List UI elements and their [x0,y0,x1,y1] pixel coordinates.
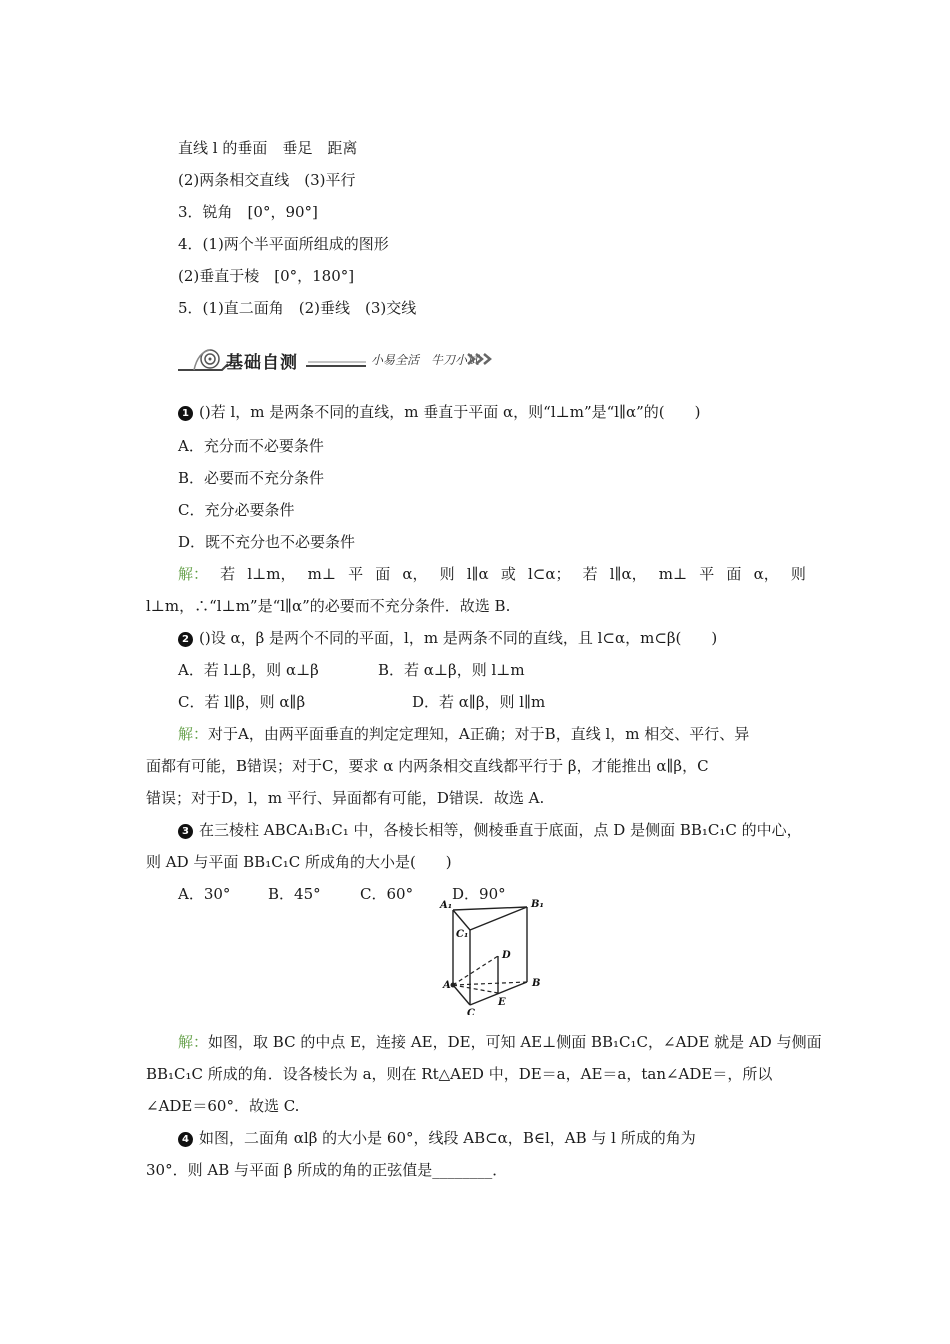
q3-option-b: B．45° [268,885,321,903]
edge-ad-hidden [453,956,498,985]
q2-solution-line-1: 解：对于A，由两平面垂直的判定定理知，A正确；对于B，直线 l，m 相交、平行、异 [178,725,750,743]
q1-option-b: B．必要而不充分条件 [178,469,325,487]
edge-ae-hidden [453,985,498,993]
question-1-stem: 1 ()若 l，m 是两条不同的直线，m 垂直于平面 α，则“l⊥m”是“l∥α”的( ) [178,402,701,422]
q2-solution-line-3: 错误；对于D，l，m 平行、异面都有可能，D错误．故选 A. [146,789,545,807]
q1-option-d: D．既不充分也不必要条件 [178,533,356,551]
label-c1: C₁ [456,929,469,940]
prism-figure [436,890,551,1015]
section-banner [176,344,506,374]
q2-option-c: C．若 l∥β，则 α∥β [178,693,306,711]
q1-option-a: A．充分而不必要条件 [178,437,324,455]
question-number-badge: 1 [178,406,193,421]
question-4-stem-1: 4 如图，二面角 αlβ 的大小是 60°，线段 AB⊂α，B∈l，AB 与 l 所成的角为 [178,1128,696,1148]
q2-solution-line-2: 面都有可能，B错误；对于C，要求 α 内两条相交直线都平行于 β，才能推出 α∥β，C [146,757,709,775]
point-a [451,983,456,988]
answer-line-4: 4．(1)两个半平面所组成的图形 [178,235,389,253]
label-d: D [502,950,511,961]
edge-ab-hidden [453,982,527,985]
answer-line-3: 3．锐角 [0°，90°] [178,203,318,221]
q1-option-c: C．充分必要条件 [178,501,295,519]
q3-solution-line-3: ∠ADE＝60°．故选 C. [146,1097,300,1115]
question-number-badge: 2 [178,632,193,647]
edge-c1b1 [470,907,527,930]
question-2-stem: 2 ()设 α，β 是两个不同的平面，l，m 是两条不同的直线，且 l⊂α，m⊂β( ) [178,628,717,648]
edge-a1c1 [453,910,470,930]
label-b1: B₁ [531,899,544,910]
q2-option-b: B．若 α⊥β，则 l⊥m [378,661,525,679]
section-title: 基础自测 [226,353,298,373]
answer-line-5: (2)垂直于棱 [0°，180°] [178,267,355,285]
question-number-badge: 3 [178,824,193,839]
q3-solution-line-2: BB₁C₁C 所成的角．设各棱长为 a，则在 Rt△AED 中，DE＝a，AE＝a，tan∠ADE＝，所以 [146,1065,773,1083]
answer-line-6: 5．(1)直二面角 (2)垂线 (3)交线 [178,299,417,317]
q2-option-a: A．若 l⊥β，则 α⊥β [178,661,319,679]
question-3-stem-1: 3 在三棱柱 ABCA₁B₁C₁ 中，各棱长相等，侧棱垂直于底面，点 D 是侧面 BB₁C₁C 的中心， [178,820,802,840]
question-3-stem-2: 则 AD 与平面 BB₁C₁C 所成角的大小是( ) [146,853,452,871]
double-chevron-icon [466,352,506,366]
q1-solution-line-1: 解： 若 l⊥m， m⊥ 平 面 α， 则 l∥α 或 l⊂α； 若 l∥α， m⊥ 平 面 α， 则 [178,565,806,583]
q3-option-d: D．90° [452,885,506,903]
q2-option-d: D．若 α∥β，则 l∥m [412,693,546,711]
answer-line-2: (2)两条相交直线 (3)平行 [178,171,356,189]
label-b: B [532,978,541,989]
label-a: A [443,980,451,991]
label-c: C [467,1008,475,1015]
q3-option-c: C．60° [360,885,414,903]
q3-solution-line-1: 解：如图，取 BC 的中点 E，连接 AE，DE，可知 AE⊥侧面 BB₁C₁C，∠ADE 就是 AD 与侧面 [178,1033,822,1051]
q3-option-a: A．30° [178,885,231,903]
section-subtitle: 小易全活 牛刀小试 [371,353,480,367]
question-number-badge: 4 [178,1132,193,1147]
q1-solution-line-2: l⊥m，∴“l⊥m”是“l∥α”的必要而不充分条件．故选 B. [146,597,511,615]
edge-a1b1 [453,907,527,910]
answer-line-1: 直线 l 的垂面 垂足 距离 [178,139,358,157]
label-e: E [498,997,506,1008]
label-a1: A₁ [440,900,453,911]
question-4-stem-2: 30°．则 AB 与平面 β 所成的角的正弦值是________． [146,1161,508,1179]
